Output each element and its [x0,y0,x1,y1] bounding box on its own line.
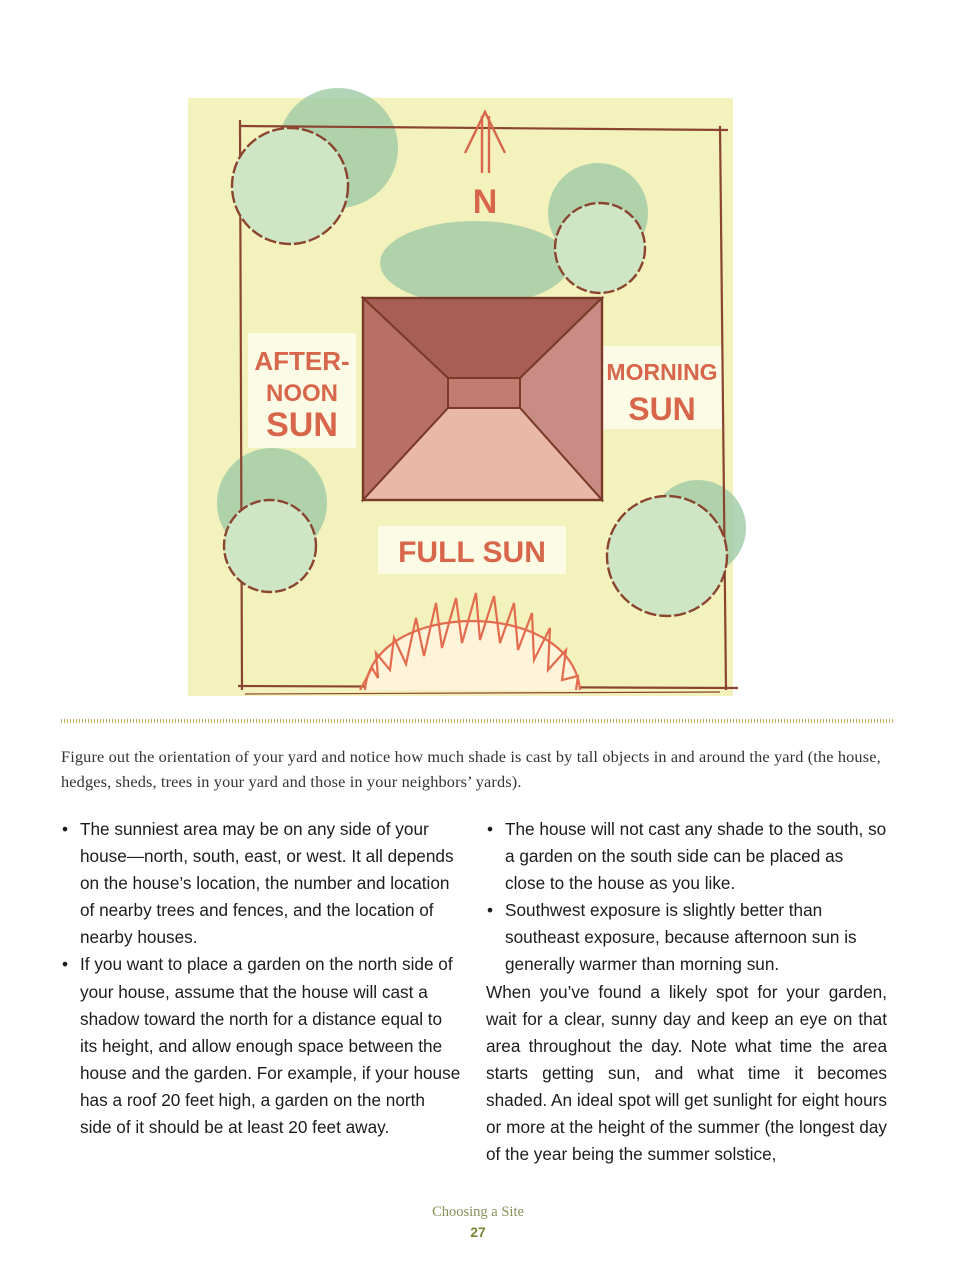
list-item: • If you want to place a garden on the north side of your house, assume that the house will cast a shadow toward the north for a distance equal to its height, and allow enough space between the house and the garden. For example, if your house has a roof 20 feet high, a garden on the north side of it should be at least 20 feet away. [61,951,461,1141]
body-paragraph: When you’ve found a likely spot for your garden, wait for a clear, sunny day and keep an eye on that area throughout the day. Note what time the area starts getting sun, and what time it becomes shaded. An ideal spot will get sunlight for eight hours or more at the height of the summer (the longest day of the year being the summer solstice, [486,981,887,1165]
yard-orientation-illustration [180,78,760,708]
list-item: • The house will not cast any shade to the south, so a garden on the south side can be placed as close to the house as you like. [486,816,887,897]
full-sun-label: FULL SUN [398,536,546,569]
list-item: • Southwest exposure is slightly better than southeast exposure, because afternoon sun is generally warmer than morning sun. [486,897,887,978]
left-column [61,816,461,1141]
list-item: • The sunniest area may be on any side of your house—north, south, east, or west. It all depends on the house’s location, the number and location of nearby trees and fences, and the location of nearby houses. [61,816,461,951]
house-roof [363,298,602,500]
section-divider [61,719,894,723]
footer-section-title: Choosing a Site [432,1204,524,1220]
page-number: 27 [470,1224,486,1240]
afternoon-sun-label-line3: SUN [266,406,338,444]
left-bullet-list [61,816,461,1141]
tree-icon [224,500,316,592]
morning-sun-label-line2: SUN [628,391,696,427]
tree-icon [232,128,348,244]
afternoon-sun-label-line1: AFTER- [254,346,350,376]
tree-icon [555,203,645,293]
compass-label: N [472,183,498,221]
right-bullet-list [486,816,887,979]
figure-caption: Figure out the orientation of your yard and notice how much shade is cast by tall objects in and around the yard (the house, hedges, sheds, trees in your yard and those in your neighbors’ yards). [61,747,881,791]
right-column [486,816,887,1168]
tree-icon [607,496,727,616]
morning-sun-label-line1: MORNING [606,359,718,385]
afternoon-sun-label-line2: NOON [266,380,338,407]
